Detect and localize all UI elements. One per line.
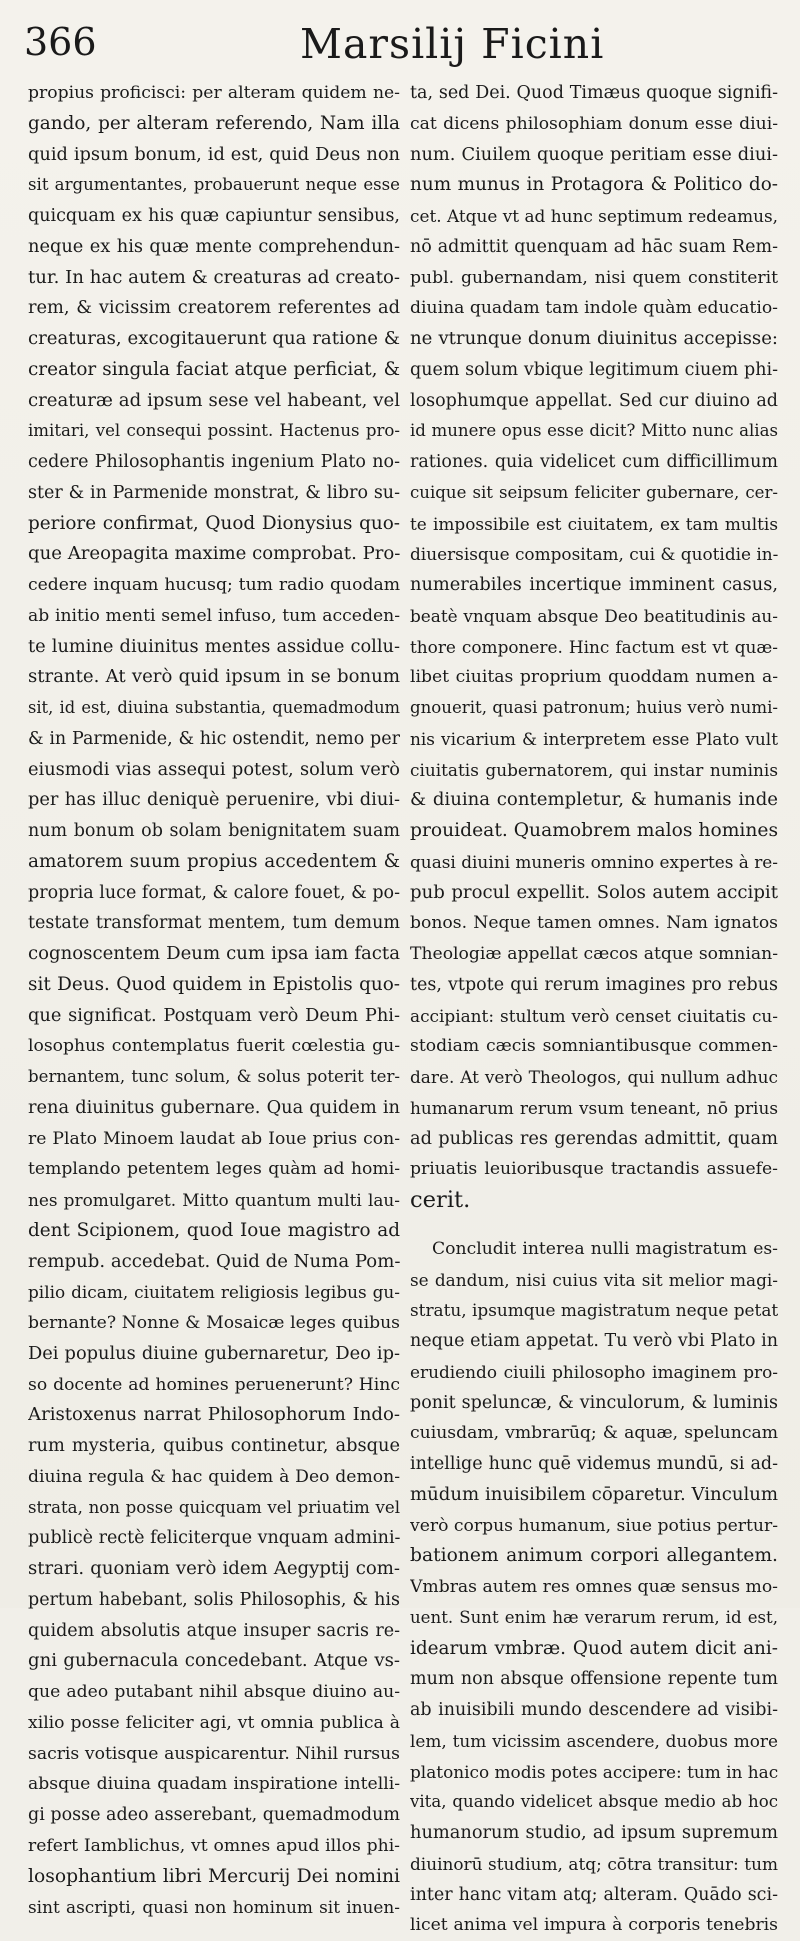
text-line: que significat. Postquam verò Deum Phi- <box>28 1004 400 1026</box>
text-line: Vmbras autem res omnes quæ sensus mo- <box>410 1577 778 1597</box>
text-line: imitari, vel consequi possint. Hactenus pro- <box>28 421 400 441</box>
text-line: cerit. <box>410 1187 471 1213</box>
text-line: gnouerit, quasi patronum; huius verò numi- <box>410 698 778 717</box>
text-line: ciuitatis gubernatorem, qui instar numinis <box>410 759 778 780</box>
text-line: re Plato Minoem laudat ab Ioue prius con- <box>28 1128 400 1149</box>
text-line: cuique sit seipsum feliciter gubernare, cer- <box>410 482 778 502</box>
text-line: Concludit interea nulli magistratum es- <box>432 1238 778 1259</box>
text-line: beatè vnquam absque Deo beatitudinis au- <box>410 605 778 626</box>
text-line: neque ex his quæ mente comprehendun- <box>28 235 400 257</box>
text-line: diuersisque compositam, cui & quotidie in- <box>410 544 778 565</box>
text-line: lem, tum vicissim ascendere, duobus more <box>410 1730 778 1751</box>
text-line: rationes. quia videlicet cum difficillimum <box>410 452 778 472</box>
text-line: num munus in Protagora & Politico do- <box>410 174 778 196</box>
running-head: Marsilij Ficini <box>300 20 605 68</box>
text-line: ab inuisibili mundo descendere ad visibi- <box>410 1700 778 1720</box>
text-line: priuatis leuioribusque tractandis assuefe- <box>410 1159 778 1180</box>
text-line: nes promulgaret. Mitto quantum multi lau- <box>28 1190 400 1210</box>
text-line: diuina regula & hac quidem à Deo demon- <box>28 1466 400 1487</box>
text-line: vita, quando videlicet absque medio ab hoc <box>410 1792 778 1812</box>
text-line: intellige hunc quē videmus mundū, si ad- <box>410 1454 778 1474</box>
text-line: rena diuinitus gubernare. Qua quidem in <box>28 1096 400 1118</box>
text-line: libet ciuitas proprium quoddam numen a- <box>410 667 778 688</box>
text-line: testate transformat mentem, tum demum <box>28 913 400 934</box>
text-line: gni gubernacula concedebant. Atque vs- <box>28 1650 400 1672</box>
text-line: mūdum inuisibilem cōparetur. Vinculum <box>410 1483 778 1505</box>
text-line: losophumque appellat. Sed cur diuino ad <box>410 390 778 411</box>
text-line: templando petentem leges quàm ad homi- <box>28 1159 400 1180</box>
text-line: humanorum studio, ad ipsum supremum <box>410 1822 778 1843</box>
text-line: rem, & vicissim creatorem referentes ad <box>28 297 400 319</box>
text-line: te lumine diuinitus mentes assidue collu- <box>28 635 400 657</box>
text-line: platonico modis potes accipere: tum in hac <box>410 1761 778 1782</box>
text-line: strata, non posse quicquam vel priuatim vel <box>28 1497 400 1517</box>
text-line: mum non absque offensione repente tum <box>410 1669 778 1690</box>
text-line: cognoscentem Deum cum ipsa iam facta <box>28 943 400 964</box>
text-line: tur. In hac autem & creaturas ad creato- <box>28 266 400 288</box>
text-line: que Areopagita maxime comprobat. Pro- <box>28 543 400 565</box>
text-line: erudiendo ciuili philosopho imaginem pro- <box>410 1361 778 1382</box>
text-line: dent Scipionem, quod Ioue magistro ad <box>28 1219 400 1241</box>
text-line: sit, id est, diuina substantia, quemadmodum <box>28 698 400 717</box>
text-line: xilio posse feliciter agi, vt omnia publica à <box>28 1712 400 1733</box>
text-line: Aristoxenus narrat Philosophorum Indo- <box>28 1404 400 1426</box>
text-line: creaturæ ad ipsum sese vel habeant, vel <box>28 389 400 411</box>
text-line: strante. At verò quid ipsum in se bonum <box>28 666 400 688</box>
text-line: ab initio menti semel infuso, tum acceden- <box>28 605 400 626</box>
text-line: periore confirmat, Quod Dionysius quo- <box>28 512 400 534</box>
text-line: gando, per alteram referendo, Nam illa <box>28 112 400 134</box>
text-line: so docente ad homines peruenerunt? Hinc <box>28 1374 400 1395</box>
text-line: propius proficisci: per alteram quidem ne- <box>28 83 400 103</box>
text-line: quem solum vbique legitimum ciuem phi- <box>410 359 778 380</box>
left-text-column <box>28 78 400 1918</box>
text-line: ta, sed Dei. Quod Timæus quoque signifi- <box>410 83 778 103</box>
text-line: Dei populus diuine gubernaretur, Deo ip- <box>28 1342 400 1364</box>
right-text-column <box>410 78 778 1936</box>
text-line: numerabiles incertique imminent casus, <box>410 574 778 595</box>
text-line: cedere inquam hucusq; tum radio quodam <box>28 575 400 595</box>
text-line: quicquam ex his quæ capiuntur sensibus, <box>28 206 400 226</box>
text-line: rum mysteria, quibus continetur, absque <box>28 1435 400 1456</box>
text-line: idearum vmbræ. Quod autem dicit ani- <box>410 1637 778 1659</box>
text-line: creaturas, excogitauerunt qua ratione & <box>28 328 400 349</box>
text-line: nis vicarium & interpretem esse Plato vult <box>410 728 778 749</box>
text-line: cuiusdam, vmbrarūq; & aquæ, speluncam <box>410 1423 778 1444</box>
text-line: uent. Sunt enim hæ verarum rerum, id est, <box>410 1607 778 1627</box>
text-line: dare. At verò Theologos, qui nullum adhuc <box>410 1067 778 1087</box>
text-line: cedere Philosophantis ingenium Plato no- <box>28 452 400 472</box>
text-line: neque etiam appetat. Tu verò vbi Plato in <box>410 1331 778 1351</box>
text-line: cet. Atque vt ad hunc septimum redeamus, <box>410 206 778 226</box>
text-line: licet anima vel impura à corporis tenebris <box>410 1915 778 1936</box>
text-line: refert Iamblichus, vt omnes apud illos phi- <box>28 1835 400 1856</box>
text-line: sit Deus. Quod quidem in Epistolis quo- <box>28 973 400 995</box>
text-line: accipiant: stultum verò censet ciuitatis cu- <box>410 1005 778 1026</box>
text-line: diuinorū studium, atq; cōtra transitur: tum <box>410 1853 778 1874</box>
text-line: sit argumentantes, probauerunt neque esse <box>28 175 400 195</box>
text-line: ster & in Parmenide monstrat, & libro su- <box>28 482 400 503</box>
text-line: quidem absolutis atque insuper sacris re- <box>28 1620 400 1641</box>
text-line: amatorem suum propius accedentem & <box>28 850 400 872</box>
text-line: publicè rectè feliciterque vnquam admini- <box>28 1528 400 1549</box>
text-line: creator singula faciat atque perficiat, & <box>28 358 400 380</box>
text-line: losophantium libri Mercurij Dei nomini <box>28 1865 400 1887</box>
text-line: id munere opus esse dicit? Mitto nunc alias <box>410 421 778 441</box>
text-line: humanarum rerum vsum teneant, nō prius <box>410 1097 778 1118</box>
text-line: num bonum ob solam benignitatem suam <box>28 821 400 841</box>
text-line: cat dicens philosophiam donum esse diui- <box>410 113 778 134</box>
text-line: eiusmodi vias assequi potest, solum verò <box>28 758 400 780</box>
text-line: num. Ciuilem quoque peritiam esse diui- <box>410 143 778 165</box>
text-line: quid ipsum bonum, id est, quid Deus non <box>28 143 400 165</box>
text-line: gi posse adeo asserebant, quemadmodum <box>28 1805 400 1825</box>
text-line: pertum habebant, solis Philosophis, & his <box>28 1589 400 1610</box>
text-line: ad publicas res gerendas admittit, quam <box>410 1127 778 1149</box>
text-line: se dandum, nisi cuius vita sit melior magi- <box>410 1269 778 1290</box>
text-line: & diuina contempletur, & humanis inde <box>410 789 778 811</box>
text-line: sint ascripti, quasi non hominum sit inuen- <box>28 1897 400 1918</box>
text-line: ponit speluncæ, & vinculorum, & luminis <box>410 1392 778 1413</box>
text-line: te impossibile est ciuitatem, ex tam multis <box>410 513 778 534</box>
text-line: propria luce format, & calore fouet, & po- <box>28 882 400 903</box>
text-line: thore componere. Hinc factum est vt quæ- <box>410 636 778 657</box>
text-line: bonos. Neque tamen omnes. Nam ignatos <box>410 913 778 934</box>
text-line: diuina quadam tam indole quàm educatio- <box>410 298 778 319</box>
text-line: ne vtrunque donum diuinitus accepisse: <box>410 328 778 349</box>
text-line: que adeo putabant nihil absque diuino au- <box>28 1682 400 1702</box>
text-line: pilio dicam, ciuitatem religiosis legibus gu- <box>28 1282 400 1303</box>
text-line: inter hanc vitam atq; alteram. Quādo sci- <box>410 1884 778 1905</box>
text-line: bationem animum corpori allegantem. <box>410 1545 778 1567</box>
text-line: prouideat. Quamobrem malos homines <box>410 820 778 841</box>
text-line: publ. gubernandam, nisi quem constiterit <box>410 267 778 288</box>
text-line: rempub. accedebat. Quid de Numa Pom- <box>28 1250 400 1272</box>
text-line: strari. quoniam verò idem Aegyptij com- <box>28 1558 400 1579</box>
text-line: losophus contemplatus fuerit cœlestia gu- <box>28 1036 400 1057</box>
text-line: sacris votisque auspicarentur. Nihil rursus <box>28 1743 400 1764</box>
text-line: Theologiæ appellat cæcos atque somnian- <box>410 944 778 964</box>
text-line: bernante? Nonne & Mosaicæ leges quibus <box>28 1313 400 1333</box>
page-header <box>0 14 800 74</box>
text-line: nō admittit quenquam ad hāc suam Rem- <box>410 236 778 257</box>
text-line: pub procul expellit. Solos autem accipit <box>410 881 778 903</box>
text-line: & in Parmenide, & hic ostendit, nemo per <box>28 728 400 749</box>
text-line: bernantem, tunc solum, & solus poterit ter- <box>28 1067 400 1086</box>
text-line: per has illuc deniquè peruenire, vbi diui- <box>28 789 400 811</box>
text-line: quasi diuini muneris omnino expertes à re- <box>410 851 778 872</box>
text-line: stratu, ipsumque magistratum neque petat <box>410 1300 778 1321</box>
page-number: 366 <box>24 20 97 64</box>
text-line: stodiam cæcis somniantibusque commen- <box>410 1036 778 1057</box>
text-line: absque diuina quadam inspiratione intelli- <box>28 1774 400 1795</box>
text-line: tes, vtpote qui rerum imagines pro rebus <box>410 974 778 995</box>
text-line: verò corpus humanum, siue potius pertur- <box>410 1515 778 1536</box>
